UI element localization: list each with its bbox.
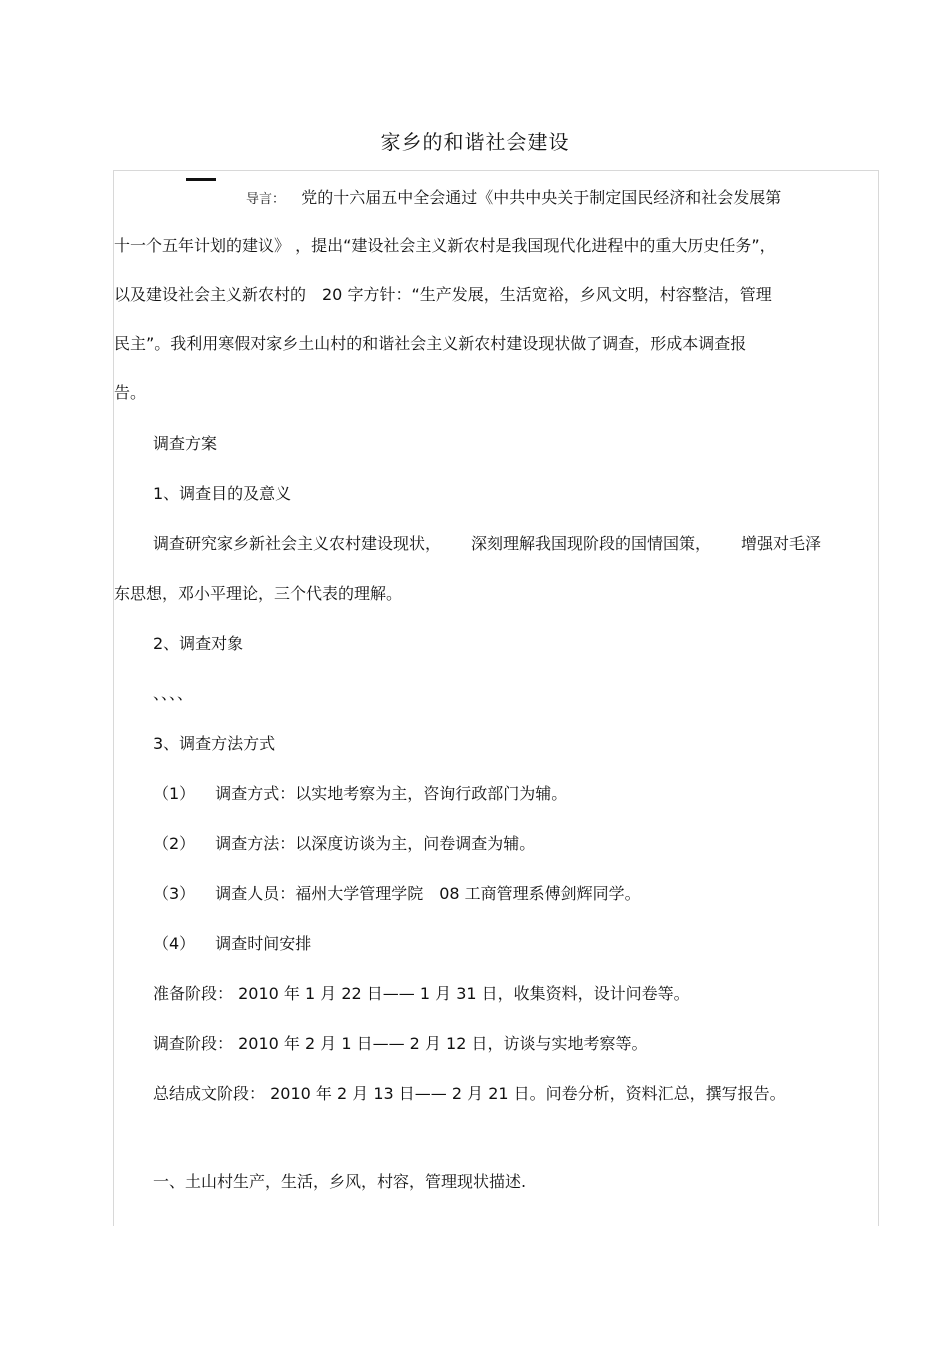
intro-text-1: 党的十六届五中全会通过《中共中央关于制定国民经济和社会发展第: [301, 188, 782, 207]
method-item: [153, 933, 311, 955]
section-1-text-line-1: [153, 533, 821, 555]
method-item-text: 调查人员：福州大学管理学院 08 工商管理系傅剑辉同学。: [215, 884, 641, 903]
part-1-heading: 一、土山村生产，生活，乡风，村容，管理现状描述.: [153, 1172, 527, 1191]
section-2-placeholder: 、、、、: [153, 684, 194, 703]
intro-line-2: 十一个五年计划的建议》 ，提出“建设社会主义新农村是我国现代化进程中的重大历史任务”，: [114, 236, 776, 255]
section-3-heading: 3、调查方法方式: [153, 734, 276, 753]
method-item-text: 调查方式：以实地考察为主，咨询行政部门为辅。: [215, 784, 568, 803]
method-item-number: （1）: [153, 784, 196, 803]
intro-dash: [186, 178, 216, 181]
section-2-heading: 2、调查对象: [153, 634, 244, 653]
intro-label: 导言：: [246, 192, 286, 207]
schedule-prep: 准备阶段： 2010 年 1 月 22 日—— 1 月 31 日，收集资料，设计问卷等。: [153, 984, 690, 1003]
section-1-heading: 1、调查目的及意义: [153, 484, 292, 503]
section-1-text-line-2: 东思想，邓小平理论，三个代表的理解。: [114, 584, 403, 603]
method-item: [153, 833, 535, 855]
section-1-text-c: 增强对毛泽: [741, 534, 822, 553]
intro-line-5: 告。: [114, 383, 147, 402]
document-title: 家乡的和谐社会建设: [380, 130, 570, 154]
intro-line-4: 民主”。我利用寒假对家乡土山村的和谐社会主义新农村建设现状做了调查，形成本调查报: [114, 334, 747, 353]
intro-line-3: 以及建设社会主义新农村的 20 字方针：“生产发展，生活宽裕，乡风文明，村容整洁，管理: [114, 285, 772, 304]
section-1-text-b: 深刻理解我国现阶段的国情国策，: [471, 534, 712, 553]
schedule-survey: 调查阶段： 2010 年 2 月 1 日—— 2 月 12 日，访谈与实地考察等。: [153, 1034, 648, 1053]
method-item-text: 调查时间安排: [215, 934, 312, 953]
method-item-text: 调查方法：以深度访谈为主，问卷调查为辅。: [215, 834, 536, 853]
intro-line-1: [246, 187, 781, 211]
method-item-number: （4）: [153, 934, 196, 953]
method-item-number: （2）: [153, 834, 196, 853]
method-item: [153, 783, 567, 805]
method-item: [153, 883, 641, 905]
schedule-summary: 总结成文阶段： 2010 年 2 月 13 日—— 2 月 21 日。问卷分析，资料汇总，撰写报告。: [153, 1084, 786, 1103]
method-item-number: （3）: [153, 884, 196, 903]
plan-heading: 调查方案: [153, 434, 218, 453]
page-frame: [113, 170, 879, 1226]
section-1-text-a: 调查研究家乡新社会主义农村建设现状，: [153, 534, 442, 553]
